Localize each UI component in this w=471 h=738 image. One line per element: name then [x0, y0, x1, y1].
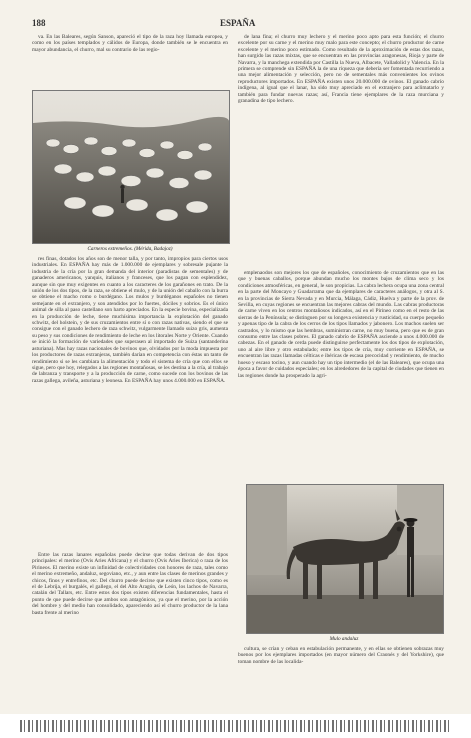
text-right-top: [238, 34, 444, 266]
text-left-top: [32, 34, 228, 86]
photo-mule: [246, 484, 444, 634]
paragraph: res finas, dotados los años son de menor talla, y por tanto, impropios para ciertos usos industriales. En ESPAÑA hay más de 1.000.000 de ejemplares y sobresale pujante la industria de la cría por la gran demanda del interior (paradistas de sementales) y de ganaderos americanos, yanquis, italianos y franceses, que los pagan con esplendidez, aunque sin que muy exigentes en cuanto a los caracteres de los garañones en trato. De la unión de los dos tipos, de la raza, se obtiene el mulo, y de la unión del caballo con la burra se obtiene el macho romo o burdégano. Los mulos y burdéganos españoles no tienen semejante en el extranjero, y son atendidos por lo fuertes, dóciles y sobrios. Es el único animal de silla al paso castellano son harto apreciados. En la especie bovina, especializada en la producción de leche, tiene muchísima importancia la explotación del ganado schwitz, del holstein, y de sus cruzamientos entre sí o con razas nativas, siendo el que se consigue con el ganado lechero de raza schwitz, vulgarmente llamado suizo gris, aumenta su peso y sus condiciones de rendimiento de leche en los litorales Norte y Oriente. Cuando se inició la formación de variedades que superasen al importado de Suiza (santanderina asturiana). Mas hay razas nacionales de bovinos que, olvidados por la moda impuesta por los productores de razas extranjeras, también darían en competencia con éstas un tanto de rendimiento si se les cambiara la alimentación y todo el sistema de cría que con ellos se sigue, pero que hoy, relegados a las regiones montañosas, se les destina a la cría, al trabajo de labranza y transporte y a la producción de carne, como sucede con los bovinos de las razas gallega, avileña, asturiana y leonesa. En ESPAÑA hay unos 4.000.000 en ESPAÑA.: [32, 256, 228, 384]
text-right-bottom: [238, 646, 444, 708]
sheep-herd-image: [33, 91, 229, 243]
decorative-border: [20, 720, 451, 732]
text-left-bottom: [32, 552, 228, 708]
footer-border: [0, 714, 471, 738]
paragraph: Entre las razas lanares españolas puede decirse que todas derivan de dos tipos principales: el merino (Ovis Aries Africana) y el churro (Ovis Aries Iberica) o raza de los Pirineos. El merino existe un infinidad de colectividades con honores de raza, tales como el merino extremeño, andaluz, segoviano, etc., y aun entre las clases de merinos grandes y chicos, finos y entrefinos, etc. Del churro puede decirse que existen cinco tipos, como es el de Lebrija, el burgalés, el gallego, el del Alto Aragón, de León, los lachos de Navarra, catalán del Tallars, etc. Entre estos dos tipos existen diferencias fundamentales, hasta el punto de que puede decirse que ambos son antagónicos, ya que el merino, por la acción del hombre y del medio han consolidado, apareciendo así el churro productor de la lana basta frente al merino: [32, 552, 228, 616]
text-right-middle: [238, 270, 444, 480]
paragraph: emplenaodos son mejores los que de españoles, conocimiento de cruzamientos que en las que y buenas caballos, porque abundan mucho los montes bajos de clima seco y los condiciones atmosféricas, en general, le son propicias. La cabra lechera ocupa una zona central en la parte del Moncayo y Guadarrama que da ejemplares de caracteres análogos, y otra al S. en la provincias de Sierra Nevada y en Murcia, Málaga, Cádiz, Huelva y parte de la prov. de Sevilla, en cuyas regiones se encuentran las mejores cabras del mundo. Las cabras productoras de carne viven en los centros montañosos indicados, así en el Pirineo como en el resto de las sierras de la Península; se distinguen por su longeva existencia y rusticidad, su cuerpo pequeño y apenas tipo de la cabra de los cerros de los tipos llamados y jabonero. Los machos suelen ser castrados, y lo mismo que las hembras, suministran carne, no muy buena, pero que es de gran consumo entre las clases pobres. El ganado cabrío de ESPAÑA asciende a unos 4.000.000 de cabezas. En el ganado de cerda puede distinguirse perfectamente los dos tipos de explotación, uno al aire libre y otro estabulado; entre los tipos de cría, muy corriente en ESPAÑA, se encuentran las razas llamadas célticas e ibéricas de escasa precocidad y rendimiento, de mucho hueso y escaso tocino, y aun cuando hay un tipo intermedio (el de las Baleares), que ocupa una época a favor de cuidados especiales; en los alrededores de la capital de ciudades que tienen en las regiones donde ha prosperado la agri-: [238, 270, 444, 379]
paragraph: va. En las Baleares, según Sanson, apareció el tipo de la raza hoy llamada europea, y como en los países templados y cálidos de Europa, donde también se le encuentra en mayor abundancia, el churro, mal su contrario de las regio-: [32, 34, 228, 53]
figure-caption: Carneros extremeños. (Mérida, Badajoz): [87, 246, 173, 252]
mule-image: [247, 485, 443, 633]
paragraph: de lana fina; el churro muy lechero y el merino poco apto para esta función; el churro excelente por su carne y el merino muy malo para este concepto; el churro productor de carne excelente y el merino poco estimado. Como resultado de la aproximación de estas dos razas, han surgido las razas mixtas, que se encuentran en las provincias aragonesas, Rioja y parte de Navarra, y la manchega extendida por Castilla la Nueva, Albacete, Valladolid y Valencia. En la primera se comprende sin ESPAÑA la de una riqueza que debería ser fomentada recurriendo a una mejor alimentación y selección, pero no de sementales más convenientes los ovinos reproductores importados. En ESPAÑA existen unos 20.000.000 de ovinos. El ganado cabrío indígena, al igual que el lanar, ha sido muy apreciado en el extranjero para aclimatarlo y también para fundar nuevas razas; así, Francia tiene ejemplares de la raza murciana y granadina de tipo lechero.: [238, 34, 444, 105]
paragraph: cultura, se crían y ceban en estabulación permanente, y en ellas se obtienen sobrazas muy buenos por los ejemplares importados (en mayor número del Craonés y del Yorkshire), que toman nombre de las localida-: [238, 646, 444, 665]
running-title: ESPAÑA: [220, 18, 256, 28]
text-left-middle: [32, 256, 228, 548]
figure-caption: Mulo andaluz: [329, 636, 359, 642]
photo-sheep-herd: [32, 90, 230, 244]
page-number: 188: [32, 18, 46, 28]
